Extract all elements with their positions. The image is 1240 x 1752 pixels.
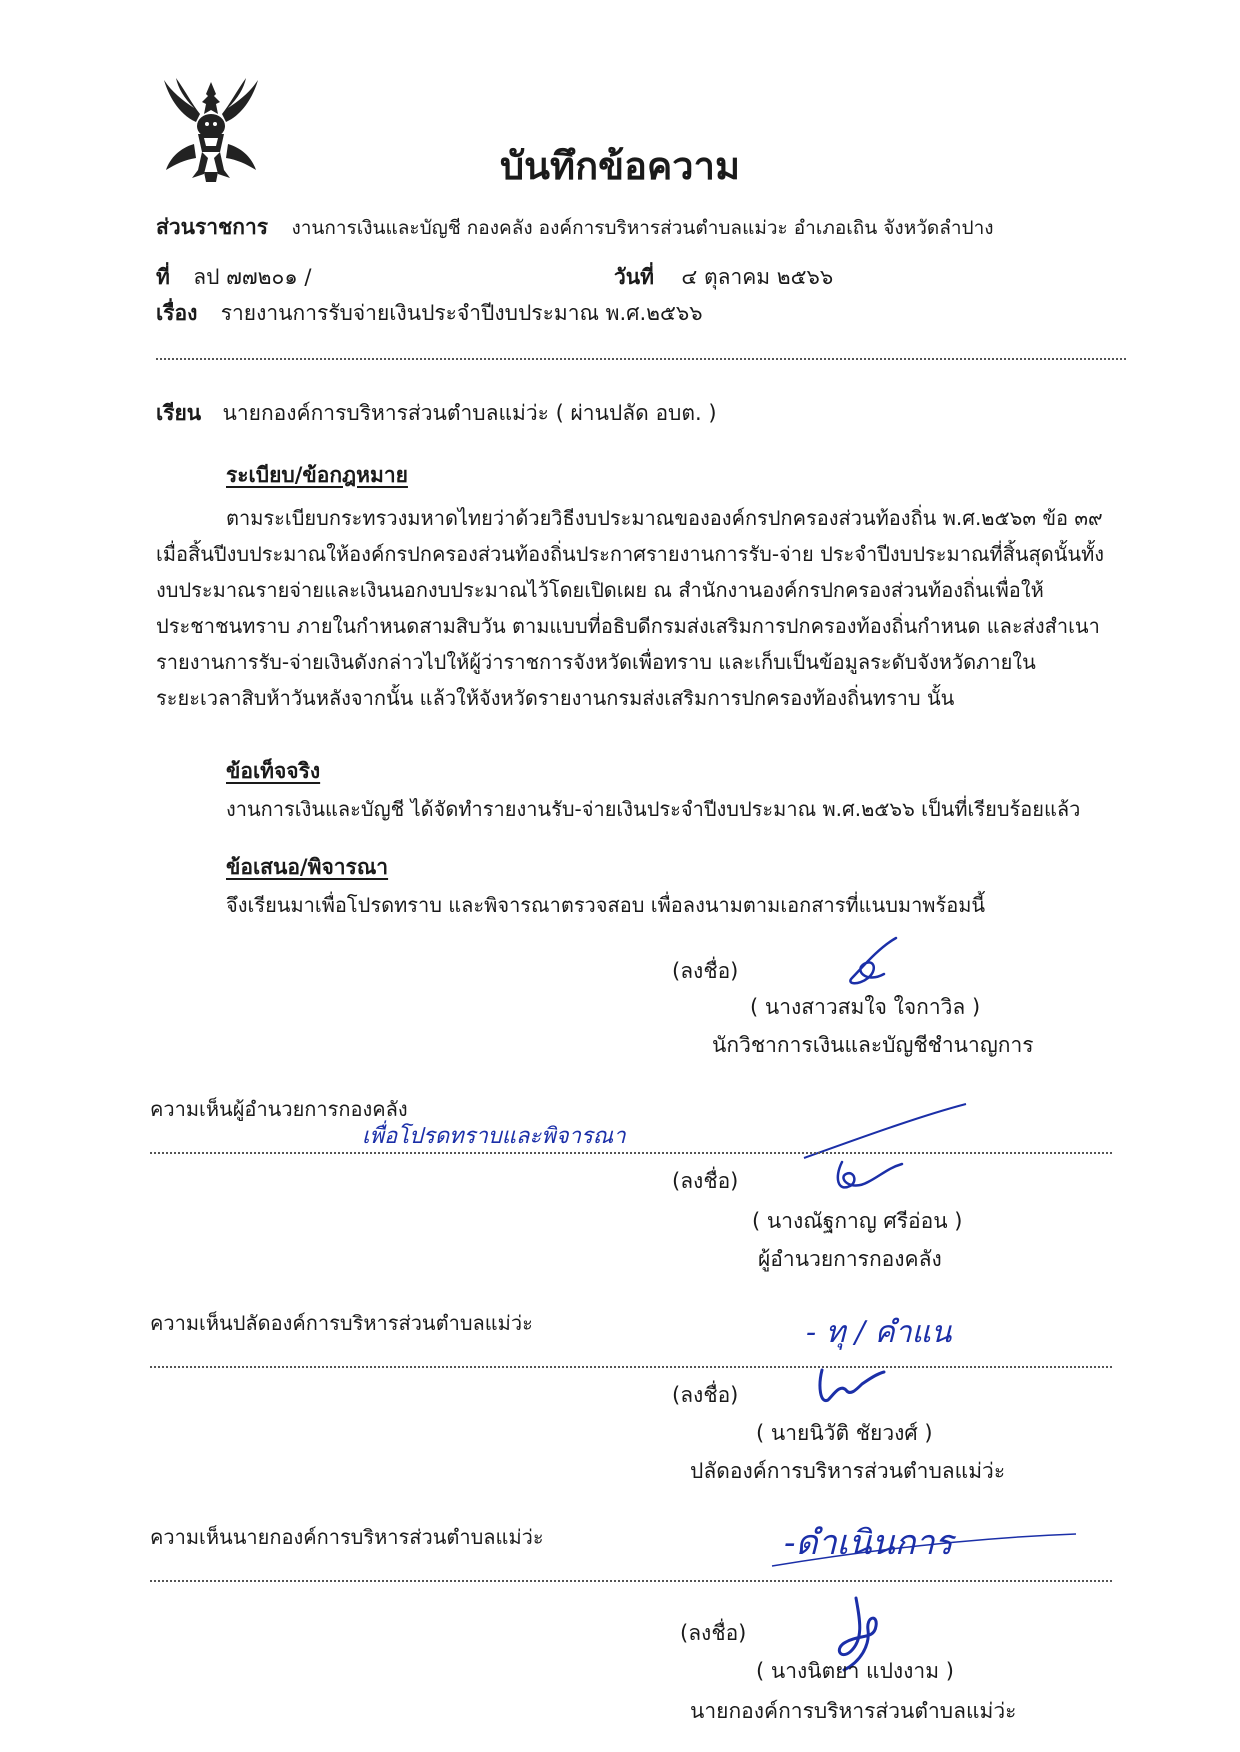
- author-sign-label: (ลงชื่อ): [672, 959, 739, 983]
- subject-label: เรื่อง: [156, 301, 198, 325]
- salutation-label: เรียน: [156, 401, 202, 425]
- mayor-opinion-handwritten: -ดำเนินการ: [784, 1523, 953, 1563]
- mayor-name: ( นางนิตยา แปงงาม ): [756, 1659, 954, 1683]
- mayor-opinion-label: ความเห็นนายกองค์การบริหารส่วนตำบลแม่ว่ะ: [150, 1525, 544, 1549]
- finance-position: ผู้อำนวยการกองคลัง: [758, 1247, 942, 1271]
- author-position: นักวิชาการเงินและบัญชีชำนาญการ: [712, 1033, 1034, 1057]
- regulation-line: ประชาชนทราบ ภายในกำหนดสามสิบวัน ตามแบบที่อธิบดีกรมส่งเสริมการปกครองท้องถิ่นกำหนด และส่งสำเนา: [156, 614, 1100, 638]
- clerk-signature: [812, 1364, 892, 1414]
- finance-sign-label: (ลงชื่อ): [672, 1169, 739, 1193]
- proposal-text: จึงเรียนมาเพื่อโปรดทราบ และพิจารณาตรวจสอบ เพื่อลงนามตามเอกสารที่แนบมาพร้อมนี้: [226, 893, 986, 917]
- finance-opinion-label: ความเห็นผู้อำนวยการกองคลัง: [150, 1097, 408, 1121]
- agency-label: ส่วนราชการ: [156, 215, 269, 239]
- mayor-approval-stroke: [770, 1520, 1080, 1580]
- subject-row: [156, 298, 703, 328]
- subject-divider: [156, 358, 1126, 360]
- facts-text: งานการเงินและบัญชี ได้จัดทำรายงานรับ-จ่ายเงินประจำปีงบประมาณ พ.ศ.๒๕๖๖ เป็นที่เรียบร้อยแล้ว: [226, 797, 1081, 821]
- clerk-sign-label: (ลงชื่อ): [672, 1383, 739, 1407]
- salutation-row: [156, 398, 717, 428]
- date-label: วันที่: [614, 265, 654, 289]
- salutation-value: นายกองค์การบริหารส่วนตำบลแม่ว่ะ ( ผ่านปลัด อบต. ): [222, 401, 717, 425]
- author-signature: [838, 934, 908, 994]
- regulation-line: ตามระเบียบกระทรวงมหาดไทยว่าด้วยวิธีงบประมาณขององค์กรปกครองส่วนท้องถิ่น พ.ศ.๒๕๖๓ ข้อ ๓๙: [226, 506, 1103, 530]
- regulation-paragraph: [156, 500, 1146, 716]
- author-name: ( นางสาวสมใจ ใจกาวิล ): [750, 995, 981, 1019]
- agency-row: [156, 212, 994, 243]
- regulation-line: รายงานการรับ-จ่ายเงินดังกล่าวไปให้ผู้ว่าราชการจังหวัดเพื่อทราบ และเก็บเป็นข้อมูลระดับจังหวัดภายใน: [156, 650, 1036, 674]
- mayor-position: นายกองค์การบริหารส่วนตำบลแม่ว่ะ: [690, 1699, 1017, 1723]
- facts-heading: ข้อเท็จจริง: [226, 759, 321, 783]
- ref-value: ลป ๗๗๒๐๑ /: [193, 265, 312, 289]
- ref-label: ที่: [156, 265, 170, 289]
- date-row: [614, 262, 833, 292]
- date-value: ๔ ตุลาคม ๒๕๖๖: [681, 265, 834, 289]
- regulation-heading: ระเบียบ/ข้อกฎหมาย: [226, 463, 408, 487]
- finance-opinion-line: [150, 1152, 1112, 1154]
- regulation-line: เมื่อสิ้นปีงบประมาณให้องค์กรปกครองส่วนท้องถิ่นประกาศรายงานการรับ-จ่าย ประจำปีงบประมาณที่สิ้นสุดนั้นทั้ง: [156, 542, 1105, 566]
- finance-name: ( นางณัฐกาญ ศรีอ่อน ): [752, 1209, 963, 1233]
- mayor-opinion-line: [150, 1580, 1112, 1582]
- finance-signature: [828, 1152, 908, 1202]
- finance-opinion-handwritten: เพื่อโปรดทราบและพิจารณา: [362, 1124, 626, 1149]
- subject-value: รายงานการรับจ่ายเงินประจำปีงบประมาณ พ.ศ.๒๕๖๖: [220, 301, 703, 325]
- clerk-opinion-line: [150, 1366, 1112, 1368]
- agency-value: งานการเงินและบัญชี กองคลัง องค์การบริหารส่วนตำบลแม่วะ อำเภอเถิน จังหวัดลำปาง: [291, 217, 994, 239]
- clerk-position: ปลัดองค์การบริหารส่วนตำบลแม่ว่ะ: [690, 1459, 1006, 1483]
- proposal-heading: ข้อเสนอ/พิจารณา: [226, 855, 389, 879]
- mayor-sign-label: (ลงชื่อ): [680, 1621, 747, 1645]
- regulation-line: งบประมาณรายจ่ายและเงินนอกงบประมาณไว้โดยเปิดเผย ณ สำนักงานองค์กรปกครองส่วนท้องถิ่นเพื่อให้: [156, 578, 1044, 602]
- regulation-line: ระยะเวลาสิบห้าวันหลังจากนั้น แล้วให้จังหวัดรายงานกรมส่งเสริมการปกครองท้องถิ่นทราบ นั้น: [156, 686, 955, 710]
- clerk-opinion-label: ความเห็นปลัดองค์การบริหารส่วนตำบลแม่ว่ะ: [150, 1311, 533, 1335]
- clerk-name: ( นายนิวัติ ชัยวงศ์ ): [756, 1421, 933, 1445]
- ref-row: [156, 262, 311, 292]
- clerk-opinion-handwritten: - ทุ / คำแน: [806, 1315, 952, 1350]
- page-title: บันทึกข้อความ: [499, 144, 741, 188]
